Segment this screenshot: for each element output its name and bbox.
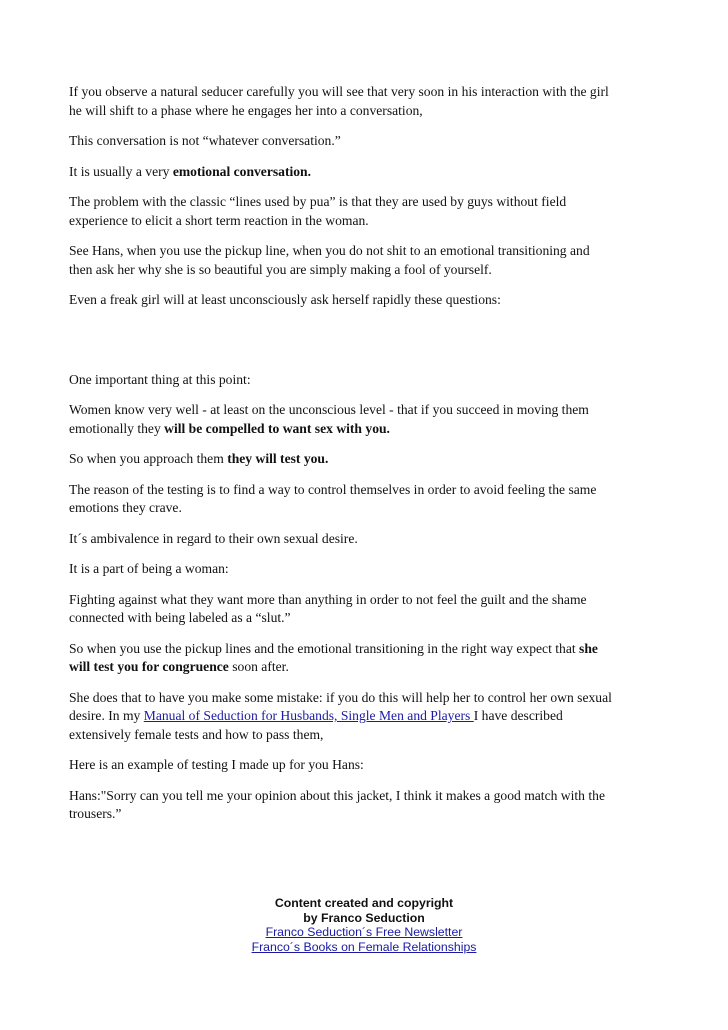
paragraph-line: he will shift to a phase where he engages her into a conversation, xyxy=(69,102,423,118)
paragraph-line: Women know very well - at least on the unconscious level - that if you succeed in moving them xyxy=(69,402,589,417)
article-body xyxy=(69,83,669,836)
emphasis-text: emotional conversation. xyxy=(172,163,312,179)
copyright-footer xyxy=(0,896,728,954)
paragraph xyxy=(69,163,669,182)
list-item xyxy=(69,322,669,341)
paragraph-text: emotionally they xyxy=(69,420,165,436)
manual-link[interactable]: Manual of Seduction for Husbands, Single Men and Players xyxy=(143,708,474,723)
paragraph-line: then ask her why she is so beautiful you are simply making a fool of yourself. xyxy=(69,261,492,277)
emphasis-text: she xyxy=(579,640,598,656)
paragraph xyxy=(69,560,669,579)
paragraph-line: The reason of the testing is to find a way to control themselves in order to avoid feeling the same xyxy=(69,481,597,497)
paragraph-text: It is usually a very xyxy=(69,163,173,179)
list-item xyxy=(69,340,669,359)
paragraph xyxy=(69,371,669,390)
paragraph-line: It´s ambivalence in regard to their own sexual desire. xyxy=(69,530,358,546)
paragraph xyxy=(69,689,669,745)
paragraph-line: It is a part of being a woman: xyxy=(69,561,229,576)
paragraph-line: She does that to have you make some mistake: if you do this will help her to control her own sexual xyxy=(69,689,612,705)
paragraph-line xyxy=(69,420,669,439)
paragraph xyxy=(69,787,669,824)
emphasis-text: they will test you. xyxy=(227,451,329,466)
paragraph xyxy=(69,756,669,775)
paragraph-line: One important thing at this point: xyxy=(69,371,251,387)
paragraph xyxy=(69,83,669,120)
paragraph-line xyxy=(69,640,669,659)
paragraph-text: desire. In my xyxy=(69,708,144,723)
emphasis-text: will be compelled to want sex with you. xyxy=(164,420,390,436)
paragraph-line: connected with being labeled as a “slut.” xyxy=(69,610,291,625)
books-link[interactable]: Franco´s Books on Female Relationships xyxy=(251,939,477,954)
copyright-line: Content created and copyright xyxy=(274,896,454,910)
paragraph-line: Hans:"Sorry can you tell me your opinion about this jacket, I think it makes a good match with the xyxy=(69,787,605,803)
newsletter-link[interactable]: Franco Seduction´s Free Newsletter xyxy=(265,925,463,939)
question-list xyxy=(69,322,669,359)
paragraph xyxy=(69,132,669,151)
paragraph-line: See Hans, when you use the pickup line, when you do not shit to an emotional transitioning and xyxy=(69,243,590,258)
paragraph xyxy=(69,401,669,438)
paragraph-line: Even a freak girl will at least unconsciously ask herself rapidly these questions: xyxy=(69,292,501,307)
paragraph-line: trousers.” xyxy=(69,806,122,821)
paragraph-text: So when you approach them xyxy=(69,451,228,466)
paragraph xyxy=(69,291,669,310)
paragraph-line: extensively female tests and how to pass them, xyxy=(69,726,324,742)
paragraph xyxy=(69,591,669,628)
author-line: by Franco Seduction xyxy=(303,910,425,925)
paragraph xyxy=(69,530,669,549)
paragraph xyxy=(69,193,669,230)
paragraph-text: I have described xyxy=(473,708,563,723)
emphasis-text: will test you for congruence xyxy=(69,659,229,674)
paragraph-line: This conversation is not “whatever conversation.” xyxy=(69,133,341,148)
paragraph-line: Here is an example of testing I made up for you Hans: xyxy=(69,757,364,772)
paragraph-line: experience to elicit a short term reaction in the woman. xyxy=(69,212,369,228)
paragraph-line: If you observe a natural seducer carefully you will see that very soon in his interaction with the girl xyxy=(69,84,609,99)
paragraph-line xyxy=(69,707,669,726)
paragraph-line: The problem with the classic “lines used by pua” is that they are used by guys without field xyxy=(69,194,567,209)
paragraph-line: emotions they crave. xyxy=(69,500,182,515)
paragraph-line: Fighting against what they want more than anything in order to not feel the guilt and the shame xyxy=(69,591,587,607)
paragraph-text: So when you use the pickup lines and the emotional transitioning in the right way expect that xyxy=(69,640,580,656)
paragraph-text: soon after. xyxy=(228,659,289,674)
paragraph xyxy=(69,640,669,677)
paragraph xyxy=(69,450,669,469)
paragraph-line xyxy=(69,658,669,677)
paragraph xyxy=(69,481,669,518)
paragraph xyxy=(69,242,669,279)
